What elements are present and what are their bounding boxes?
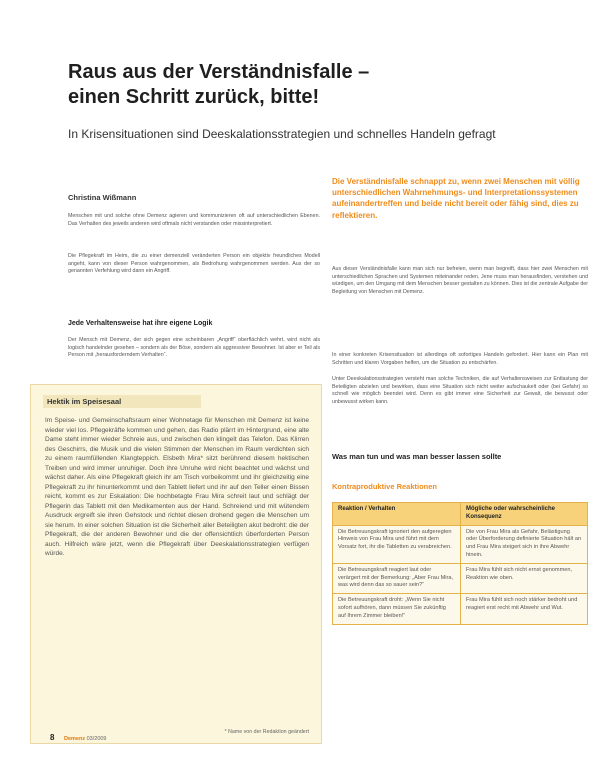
article-title: Raus aus der Verständnisfalle – einen Schritt zurück, bitte! [68,61,370,108]
left-paragraph-2: Die Pflegekraft im Heim, die zu einer demenziell veränderten Person ein objektiv freundliches Modell angeht, kann von dieser Person wahrgenommen, als Bedrohung wahrgenommen werden. Aus der so genannten Verfehlung wird dann ein Angriff. [68,253,320,275]
page-footer [50,733,107,742]
reactions-table [332,502,588,625]
table-cell: Frau Mira fühlt sich noch stärker bedroht und reagiert erst recht mit Abwehr und Wut. [460,594,587,623]
author-name: Christina Wißmann [68,193,137,202]
table-cell: Die Betreuungskraft ignoriert den aufgeregten Hinweis von Frau Mira und führt mit dem Vorsatz fort, ihr die Tabletten zu verabreichen. [338,528,452,551]
table-row [333,593,587,623]
table-header-cell: Mögliche oder wahrscheinliche Konsequenz [460,503,587,525]
left-paragraph-1: Menschen mit und solche ohne Demenz agieren und kommunizieren oft auf unterschiedlichen Ebenen. Das Verhalten des jeweils anderen wird oftmals nicht verstanden oder missinterpretiert. [68,213,320,227]
table-cell: Frau Mira fühlt sich nicht ernst genommen, Reaktion wie oben. [460,564,587,593]
issue-label: 03/2009 [86,736,107,742]
table-row [333,525,587,563]
right-paragraph-3: Unter Deeskalationsstrategien versteht man solche Techniken, die auf Verhaltensweisen zur Entlastung der Beteiligten abzielen und bewirken, dass eine Situation sich nicht weiter aufschaukelt oder (bei Gefahr) so schnell wie möglich beendet wird. Denn es gibt immer eine Sicherheit zur Gewalt, die bewusst oder unbewusst wirken kann. [332,376,588,405]
sidebar-title: Hektik im Speisesaal [43,395,201,408]
left-paragraph-3: Der Mensch mit Demenz, der sich gegen eine scheinbaren „Angriff“ oberflächlich wehrt, wird nicht als logisch handelnder gesehen – sondern als der Böse, sondern als aggressiver Bewohner. Ist aber er Teil als Person mit „herausforderndem Verhalten“. [68,337,320,359]
article-subtitle: In Krisensituationen sind Deeskalationsstrategien und schnelles Handeln gefragt [68,127,496,141]
table-header-row [333,503,587,525]
table-header-cell: Reaktion / Verhalten [338,506,396,512]
table-row [333,563,587,593]
sidebar-box [30,384,322,744]
table-cell: Die Betreuungskraft droht: „Wenn Sie nicht sofort aufhören, dann müssen Sie zukünftig auf Ihrem Zimmer bleiben!“ [338,597,446,619]
pull-quote: Die Verständnisfalle schnappt zu, wenn zwei Menschen mit völlig unterschiedlichen Wahrnehmungs- und Interpretationssystemen aufeinandertreffen und beide nicht bereit oder fähig sind, dies zu reflektieren. [332,177,580,220]
magazine-name: Demenz [63,736,86,742]
section-heading: Was man tun und was man besser lassen sollte [332,452,502,461]
page-number: 8 [50,733,55,742]
table-cell: Die Betreuungskraft reagiert laut oder verärgert mit der Bemerkung: „Aber Frau Mira, was wird denn das so sauer sein?“ [338,566,454,589]
sidebar-text: Im Speise- und Gemeinschaftsraum einer Wohnetage für Menschen mit Demenz ist keine wieder viel los. Pflegekräfte kommen und gehen, das Radio plärrt im Hintergrund, eine alte Dame steht immer wieder Schreie aus, und zwischen den klingelt das Telefon. Das Klirren des Geschirrs, die Musik und die vielen Stimmen der Menschen im Raum verdichten sich zu einem raumfüllenden Klangteppich. Elsbeth Mira* sitzt berührend diesem hektischen Treiben und wird immer unruhiger. Doch ihre Unruhe wird nicht beachtet und wächst und wächst daher. Als eine Pflegekraft gleich ihr am Tisch vorbeikommt und ihr gleichzeitig eine Pflegekraft zu ihr hinunterkommt und den Tablett liefert und ihr auf den Teller einen Bissen reicht, kommt es zur Eskalation: Die hochbetagte Frau Mira schreit laut und schlägt der Pflegerin das Tablett mit den Medikamenten aus der Hand. Schreiend und mit wütendem Ausdruck ergreift sie ihren Gehstock und richtet diesen drohend gegen die Menschen um sie herum. In einer solchen Situation ist die Sicherheit aller Beteiligten akut bedroht: die der Pflegekraft, die der anderen Bewohner und die der offensichtlich überforderten Person auch. Hilfreich wäre jetzt, wenn die Pflegekraft über Deeskalationsstrategien verfügen würde. [45,417,309,557]
table-cell: Die von Frau Mira als Gefahr, Belästigung oder Überforderung definierte Situation hält an und Frau Mira steigert sich in ihre Abwehr hinein. [460,526,587,563]
left-subhead: Jede Verhaltensweise hat ihre eigene Logik [68,320,213,327]
right-paragraph-1: Aus dieser Verständnisfalle kann man sich nur befreien, wenn man begreift, dass hier zwei Menschen mit unterschiedlichen Sprachen und Systemen miteinander reden. Jene muss man herausfinden, verstehen und würdigen, um den Umgang mit dem Menschen besser gestalten zu können. Dies ist die zentrale Aufgabe der Begleitung von Menschen mit Demenz. [332,266,588,295]
right-paragraph-2: In einer konkreten Krisensituation ist allerdings oft sofortiges Handeln gefordert. Hier kann ein Plan mit Schritten und klaren Vorgaben helfen, um die Situation zu entschärfen. [332,352,588,366]
table-title: Kontraproduktive Reaktionen [332,482,438,491]
sidebar-footnote: * Name von der Redaktion geändert [224,729,309,735]
